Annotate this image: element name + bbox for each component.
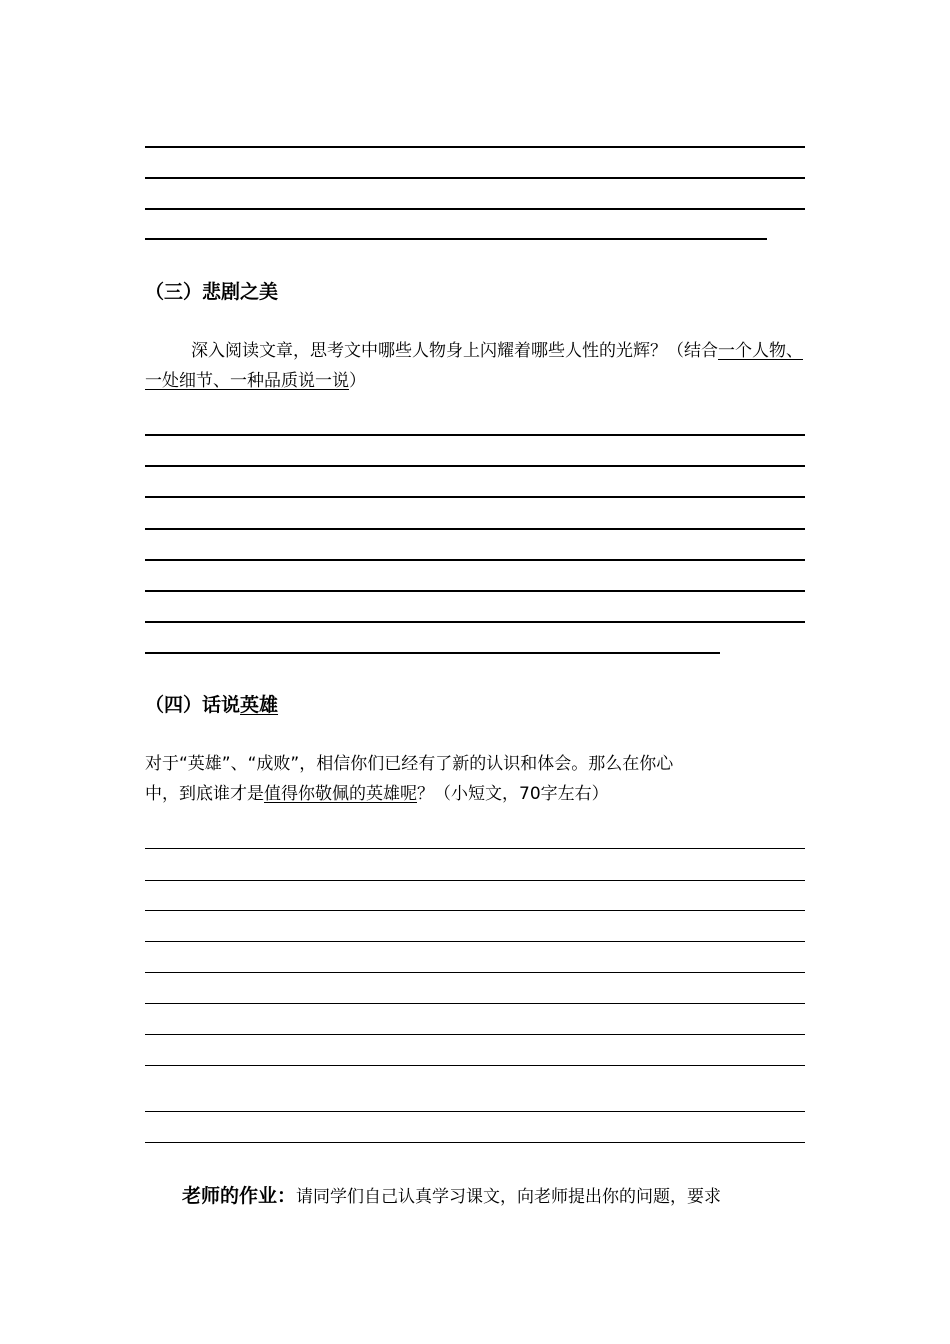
teacher-homework (182, 1183, 812, 1210)
title-underlined: 英雄 (240, 694, 279, 716)
prompt-underlined: 值得你敬佩的英雄呢 (264, 784, 417, 804)
prompt-line-1: 对于“英雄”、“成败”，相信你们已经有了新的认识和体会。那么在你心 (145, 754, 674, 774)
answer-line[interactable] (145, 590, 805, 592)
answer-line[interactable] (145, 1003, 805, 1004)
prompt-text: ？（小短文，70字左右） (417, 784, 609, 804)
answer-line[interactable] (145, 880, 805, 881)
answer-line[interactable] (145, 910, 805, 911)
prompt-underlined: 个人物、一处细节、一种品质说一说 (145, 341, 803, 391)
answer-line[interactable] (145, 434, 805, 436)
answer-line[interactable] (145, 465, 805, 467)
answer-line[interactable] (145, 1142, 805, 1143)
prompt-text: 中，到底谁才是 (145, 784, 264, 804)
answer-line[interactable] (145, 652, 720, 654)
answer-line[interactable] (145, 848, 805, 849)
answer-line[interactable] (145, 177, 805, 179)
section-4-prompt (145, 749, 810, 809)
prompt-underlined: 一 (718, 341, 735, 361)
section-3-prompt (145, 336, 810, 396)
answer-line[interactable] (145, 528, 805, 530)
answer-line[interactable] (145, 972, 805, 973)
answer-line[interactable] (145, 146, 805, 148)
answer-line[interactable] (145, 1034, 805, 1035)
section-3-title: （三）悲剧之美 (145, 281, 279, 303)
answer-line[interactable] (145, 559, 805, 561)
answer-line[interactable] (145, 621, 805, 623)
answer-line[interactable] (145, 941, 805, 942)
prompt-text: ） (349, 371, 366, 391)
answer-line[interactable] (145, 208, 805, 210)
answer-line[interactable] (145, 1065, 805, 1066)
answer-line[interactable] (145, 1111, 805, 1112)
homework-label: 老师的作业： (182, 1185, 297, 1207)
title-text: （四）话说 (145, 694, 241, 716)
prompt-line-2 (145, 779, 810, 809)
homework-text: 请同学们自己认真学习课文，向老师提出你的问题，要求 (296, 1187, 722, 1207)
prompt-text: 深入阅读文章，思考文中哪些人物身上闪耀着哪些人性的光辉？（结合 (191, 341, 718, 361)
answer-line[interactable] (145, 496, 805, 498)
section-4-title (145, 693, 278, 717)
answer-line[interactable] (145, 238, 767, 240)
